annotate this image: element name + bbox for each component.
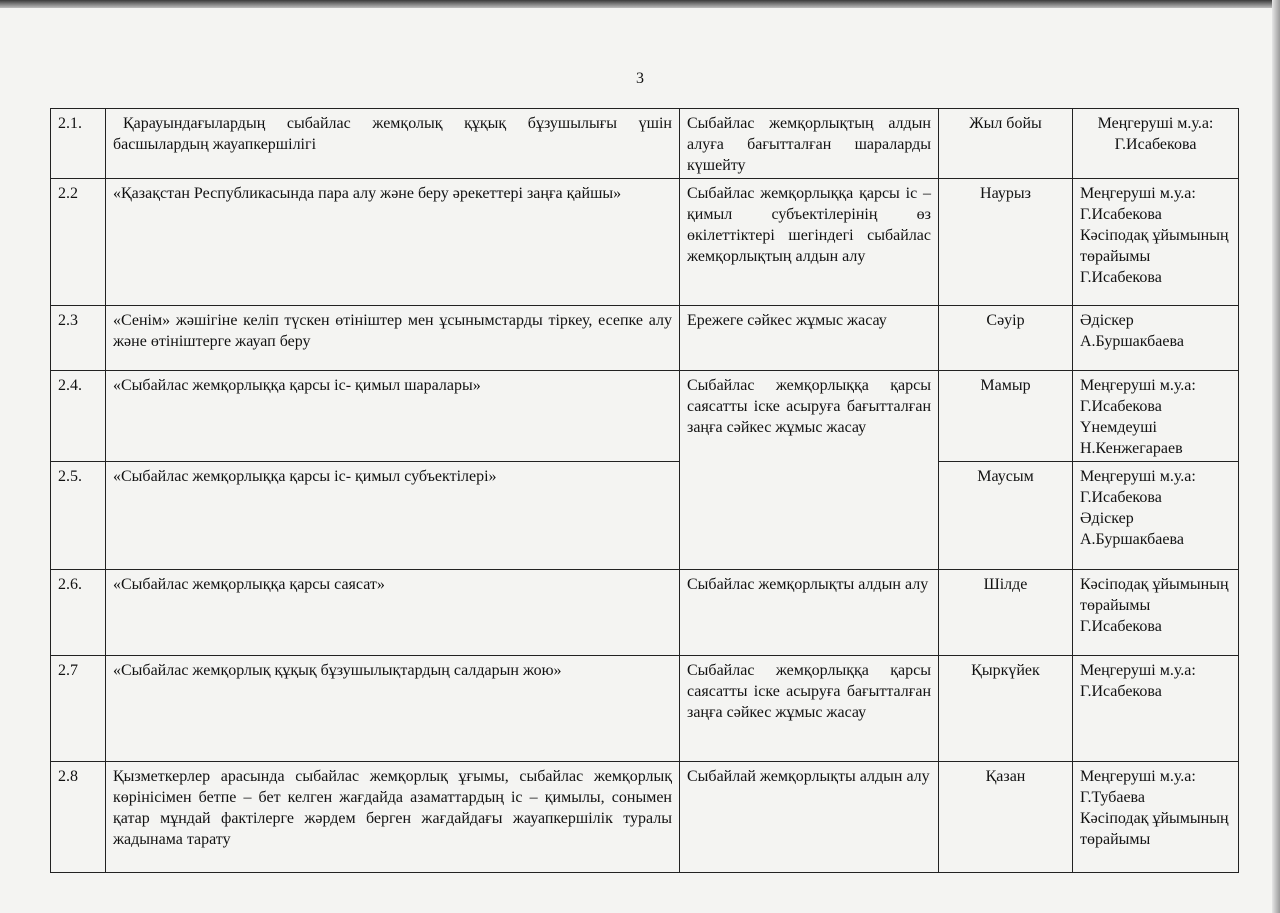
responsible-line: Әдіскер — [1080, 312, 1134, 329]
responsible-line: Г.Исабекова — [1114, 136, 1197, 153]
event-cell: «Сыбайлас жемқорлық құқық бұзушылықтардың салдарын жою» — [106, 656, 680, 762]
responsible-line: Меңгеруші м.у.а: — [1080, 468, 1196, 485]
row-number: 2.7 — [51, 656, 106, 762]
term-cell: Мамыр — [939, 371, 1073, 462]
event-cell: «Сыбайлас жемқорлыққа қарсы іс- қимыл шаралары» — [106, 371, 680, 462]
responsible-line: Меңгеруші м.у.а: — [1080, 377, 1196, 394]
page-number: 3 — [636, 70, 644, 87]
responsible-line: Г.Исабекова — [1080, 489, 1162, 506]
responsible-line: А.Буршакбаева — [1080, 531, 1184, 548]
event-cell: Қызметкерлер арасында сыбайлас жемқорлық ұғымы, сыбайлас жемқорлық көрінісімен бетпе – бет келген жағдайда азаматтардың іс – қимылы, сонымен қатар мұндай фактілерге жәрдем берген жағдайдағы жауапкершілік туралы жадынама тарату — [106, 762, 680, 873]
responsible-line: Г.Исабекова — [1080, 269, 1162, 286]
term-cell: Жыл бойы — [939, 109, 1073, 179]
row-number: 2.2 — [51, 179, 106, 306]
responsible-line: А.Буршакбаева — [1080, 333, 1184, 350]
plan-table — [50, 108, 1239, 873]
table-row — [51, 462, 1239, 570]
event-cell: «Сыбайлас жемқорлыққа қарсы іс- қимыл субъектілері» — [106, 462, 680, 570]
responsible-cell — [1073, 371, 1239, 462]
goal-cell: Сыбайлай жемқорлықты алдын алу — [680, 762, 939, 873]
responsible-cell — [1073, 762, 1239, 873]
row-number: 2.8 — [51, 762, 106, 873]
goal-cell: Сыбайлас жемқорлықты алдын алу — [680, 570, 939, 656]
goal-cell: Ережеге сәйкес жұмыс жасау — [680, 306, 939, 371]
row-number: 2.5. — [51, 462, 106, 570]
event-cell: Қарауындағылардың сыбайлас жемқолық құқық бұзушылығы үшін басшылардың жауапкершілігі — [106, 109, 680, 179]
responsible-line: Г.Исабекова — [1080, 618, 1162, 635]
table-row — [51, 109, 1239, 179]
responsible-line: Н.Кенжегараев — [1080, 440, 1183, 457]
term-cell: Қыркүйек — [939, 656, 1073, 762]
responsible-line: Әдіскер — [1080, 510, 1134, 527]
responsible-line: Кәсіподақ ұйымының төрайымы — [1080, 576, 1229, 614]
event-cell: «Қазақстан Республикасында пара алу және беру әрекеттері заңға қайшы» — [106, 179, 680, 306]
responsible-line: Г.Тубаева — [1080, 789, 1145, 806]
responsible-cell — [1073, 570, 1239, 656]
responsible-cell — [1073, 179, 1239, 306]
term-cell: Сәуір — [939, 306, 1073, 371]
table-row — [51, 656, 1239, 762]
responsible-line: Г.Исабекова — [1080, 398, 1162, 415]
table-row — [51, 570, 1239, 656]
row-number: 2.3 — [51, 306, 106, 371]
row-number: 2.6. — [51, 570, 106, 656]
goal-cell: Сыбайлас жемқорлыққа қарсы саясатты іске асыруға бағытталған заңға сәйкес жұмыс жасау — [680, 656, 939, 762]
table-row — [51, 306, 1239, 371]
table-row — [51, 179, 1239, 306]
table-row — [51, 762, 1239, 873]
event-cell: «Сыбайлас жемқорлыққа қарсы саясат» — [106, 570, 680, 656]
event-cell: «Сенім» жәшігіне келіп түскен өтініштер мен ұсынымстарды тіркеу, есепке алу және өтініштерге жауап беру — [106, 306, 680, 371]
responsible-cell — [1073, 462, 1239, 570]
scan-edge-top — [0, 0, 1280, 8]
term-cell: Шілде — [939, 570, 1073, 656]
row-number: 2.1. — [51, 109, 106, 179]
row-number: 2.4. — [51, 371, 106, 462]
responsible-cell — [1073, 656, 1239, 762]
responsible-line: Меңгеруші м.у.а: — [1097, 115, 1214, 132]
scan-edge-right — [1272, 0, 1280, 913]
goal-cell-shared: Сыбайлас жемқорлыққа қарсы саясатты іске асыруға бағытталған заңға сәйкес жұмыс жасау — [680, 371, 939, 570]
goal-cell: Сыбайлас жемқорлыққа қарсы іс – қимыл субъектілерінің өз өкілеттіктері шегіндегі сыбайлас жемқорлықтың алдын алу — [680, 179, 939, 306]
responsible-line: Кәсіподақ ұйымының төрайымы — [1080, 227, 1229, 265]
term-cell: Маусым — [939, 462, 1073, 570]
responsible-line: Меңгеруші м.у.а: — [1080, 662, 1196, 679]
responsible-line: Г.Исабекова — [1080, 683, 1162, 700]
term-cell: Наурыз — [939, 179, 1073, 306]
term-cell: Қазан — [939, 762, 1073, 873]
responsible-cell — [1073, 109, 1239, 179]
responsible-line: Кәсіподақ ұйымының төрайымы — [1080, 810, 1229, 848]
responsible-line: Меңгеруші м.у.а: — [1080, 768, 1196, 785]
table-row — [51, 371, 1239, 462]
responsible-line: Үнемдеуші — [1080, 419, 1157, 436]
responsible-line: Г.Исабекова — [1080, 206, 1162, 223]
responsible-line: Меңгеруші м.у.а: — [1080, 185, 1196, 202]
goal-cell: Сыбайлас жемқорлықтың алдын алуға бағытталған шараларды күшейту — [680, 109, 939, 179]
responsible-cell — [1073, 306, 1239, 371]
